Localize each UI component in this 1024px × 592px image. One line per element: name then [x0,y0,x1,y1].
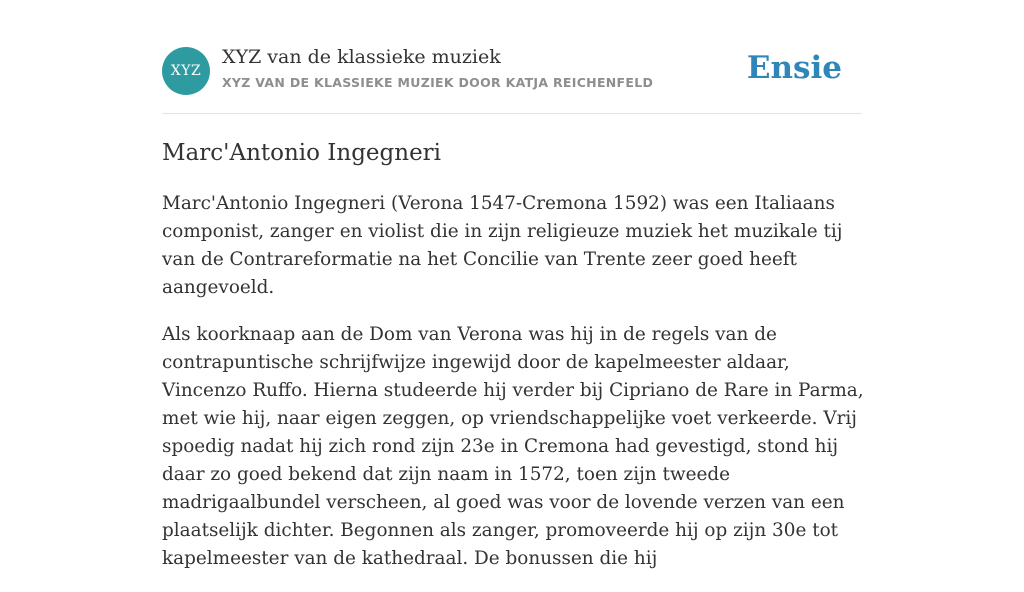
avatar[interactable]: XYZ [162,47,210,95]
article [162,138,864,592]
site-subtitle: XYZ VAN DE KLASSIEKE MUZIEK DOOR KATJA REICHENFELD [222,75,654,90]
article-paragraph-1: Marc'Antonio Ingegneri (Verona 1547-Cremona 1592) was een Italiaans componist, zanger en violist die in zijn religieuze muziek het muzikale tij van de Contrareformatie na het Concilie van Trente zeer goed heeft aangevoeld. [162,193,843,298]
article-paragraph-2: Als koorknaap aan de Dom van Verona was hij in de regels van de contrapuntische schrijfwijze ingewijd door de kapelmeester aldaar, Vincenzo Ruffo. Hierna studeerde hij verder bij Cipriano de Rare in Parma, met wie hij, naar eigen zeggen, op vriendschappelijke voet verkeerde. Vrij spoedig nadat hij zich rond zijn 23e in Cremona had gevestigd, stond hij daar zo goed bekend dat zijn naam in 1572, toen zijn tweede madrigaalbundel verscheen, al goed was voor de lovende verzen van een plaatselijk dichter. Begonnen als zanger, promoveerde hij op zijn 30e tot kapelmeester van de kathedraal. De bonussen die hij [162,324,864,569]
article-title: Marc'Antonio Ingegneri [162,140,442,166]
site-header [162,46,862,114]
site-title[interactable]: XYZ van de klassieke muziek [222,46,501,68]
brand-logo[interactable]: Ensie [746,50,842,86]
